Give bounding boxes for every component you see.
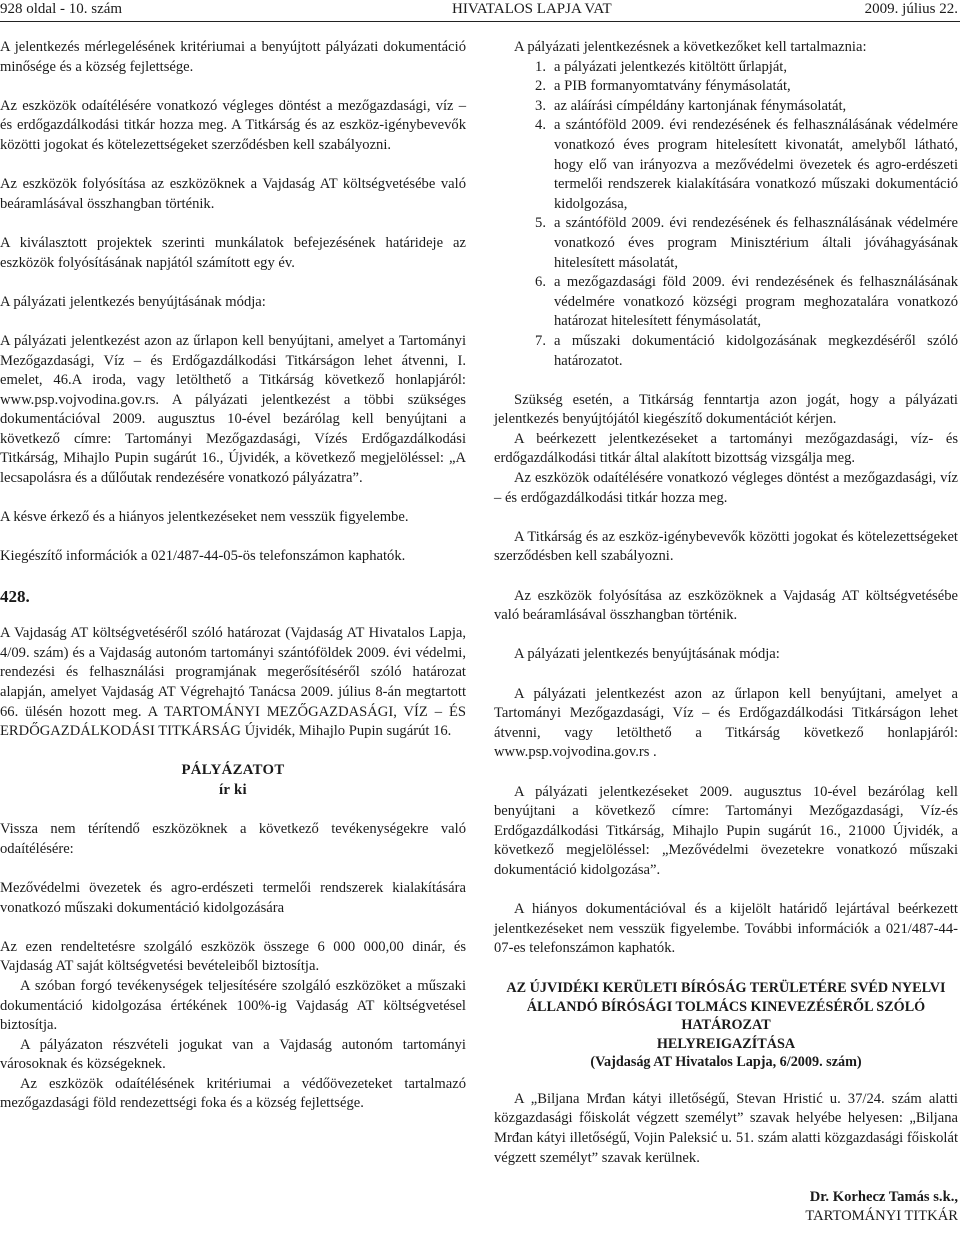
paragraph: A beérkezett jelentkezéseket a tartományi mezőgazdasági, víz- és erdőgazdálkodási titkár által alakított bizottság vizsgálja meg.: [494, 430, 958, 467]
paragraph: A hiányos dokumentációval és a kijelölt határidő lejártával beérkezett jelentkezéseket nem vesszük figyelembe. További információk a 021/487-44-07-es telefonszámon kaphatók.: [494, 901, 958, 957]
heading-line: (Vajdaság AT Hivatalos Lapja, 6/2009. szám): [590, 1054, 862, 1071]
paragraph: A késve érkező és a hiányos jelentkezéseket nem vesszük figyelembe.: [0, 509, 409, 526]
header-rule: [0, 21, 960, 22]
paragraph: Az eszközök odaítélésére vonatkozó végleges döntést a mezőgazdasági, víz – és erdőgazdálkodási titkár hozza meg. A Titkárság és az eszköz-igénybevevők közötti jogokat és kötelezettségeket szerződésben kell szabályozni.: [0, 97, 466, 153]
paragraph: A pályázati jelentkezést azon az űrlapon kell benyújtani, amelyet a Tartományi Mezőgazdasági, Víz – és Erdőgazdálkodási Titkárságon lehet átvenni, I. emelet, 46.A iroda, vagy letölthető a Titkárság következő honlapjáról: www.psp.vojvodina.gov.rs. A pályázati jelentkezést a többi szükséges dokumentációval 2009. augusztus 10-ével bezárólag kell benyújtani a következő címre: Tartományi Mezőgazdasági, Vízés Erdőgazdálkodási Titkárság, Mihajlo Pupin sugárút 16., Újvidék, a következő megjelöléssel: „A lecsapolásra és a dűlőutak rendezésére vonatkozó pályázatra”.: [0, 332, 466, 487]
paragraph: A „Biljana Mrđan kátyi illetőségű, Stevan Hristić u. 37/24. szám alatti közgazdasági főiskolát végzett személyt” szavak helyébe helyesen: „Biljana Mrđan kátyi illetőségű, Vojin Paleksić u. 51. szám alatti közgazdasági főiskolát végzett személyt” szavak kerülnek.: [494, 1090, 958, 1166]
paragraph: A szóban forgó tevékenységek teljesítésére szolgáló eszközöket a műszaki dokumentáció kidolgozása értékének 100%-ig Vajdaság AT költségvetésel biztosítja.: [0, 977, 466, 1034]
paragraph: A pályázati jelentkezést azon az űrlapon kell benyújtani, amelyet a Tartományi Mezőgazdasági, Víz – és Erdőgazdálkodási Titkárságon lehet átvenni, vagy letölthető a Titkárság következő honlapjáról: www.psp.vojvodina.gov.rs .: [494, 685, 958, 761]
page-number: 928 oldal - 10. szám: [0, 1, 123, 17]
left-column: [0, 38, 466, 1114]
list-item: 7. a műszaki dokumentáció kidolgozásának megkezdéséről szóló határozatot.: [535, 332, 958, 369]
paragraph: Mezővédelmi övezetek és agro-erdészeti termelői rendszerek kialakítására vonatkozó műszaki dokumentáció kidolgozására: [0, 879, 466, 916]
paragraph: Szükség esetén, a Titkárság fenntartja azon jogát, hogy a pályázati jelentkezés benyújtójától kiegészítő dokumentációt kérjen.: [494, 391, 958, 428]
journal-title: HIVATALOS LAPJA VAT: [452, 1, 612, 17]
list-item: 4. a szántóföld 2009. évi rendezésének és felhasználásának védelmére vonatkozó éves program hitelesített kivonatát, amelyből látható, hogy elő van irányozva a mezővédelmi övezetek és agro-erdészeti termelői rendszerek kialakítására vonatkozó műszaki dokumentáció kidolgozása,: [535, 117, 958, 212]
paragraph: A kiválasztott projektek szerinti munkálatok befejezésének határideje az eszközök folyósításának napjától számított egy év.: [0, 234, 466, 271]
paragraph: A pályázati jelentkezés benyújtásának módja:: [0, 293, 266, 310]
page-header: [0, 0, 960, 24]
paragraph: A pályázati jelentkezésnek a következőket kell tartalmaznia:: [514, 39, 867, 55]
paragraph: A pályázati jelentkezés benyújtásának módja:: [514, 646, 780, 663]
list-item: 2. a PIB formanyomtatvány fénymásolatát,: [535, 78, 791, 95]
signature-title: TARTOMÁNYI TITKÁR: [805, 1208, 958, 1225]
paragraph: A Titkárság és az eszköz-igénybevevők közötti jogokat és kötelezettségeket szerződésben kell szabályozni.: [494, 528, 958, 565]
signature-name: Dr. Korhecz Tamás s.k.,: [809, 1188, 958, 1205]
requirements-list: [494, 58, 958, 372]
section-heading: [494, 979, 958, 1072]
heading-line: AZ ÚJVIDÉKI KERÜLETI BÍRÓSÁG TERÜLETÉRE SVÉD NYELVI ÁLLANDÓ BÍRÓSÁGI TOLMÁCS KINEVEZÉSÉRŐL SZÓLÓ HATÁROZAT: [506, 979, 946, 1034]
document-subtitle: ír ki: [219, 781, 247, 798]
paragraph: A jelentkezés mérlegelésének kritériumai a benyújtott pályázati dokumentáció minősége és a község fejlettsége.: [0, 39, 466, 75]
paragraph: Kiegészítő információk a 021/487-44-05-ös telefonszámon kaphatók.: [0, 548, 406, 565]
list-item: 6. a mezőgazdasági föld 2009. évi rendezésének és felhasználásának védelmére vonatkozó községi program meghozatalára vonatkozó határozat hitelesített fénymásolatát,: [535, 274, 958, 330]
document-number: 428.: [0, 586, 30, 606]
paragraph: Vissza nem térítendő eszközöknek a következő tevékenységekre való odaítélésére:: [0, 821, 466, 857]
list-item: 3. az aláírási címpéldány kartonjának fénymásolatát,: [535, 97, 847, 114]
heading-line: HELYREIGAZÍTÁSA: [656, 1035, 796, 1052]
paragraph: Az eszközök odaítélésére vonatkozó végleges döntést a mezőgazdasági, víz – és erdőgazdálkodási titkár hozza meg.: [494, 470, 958, 506]
paragraph: A Vajdaság AT költségvetéséről szóló határozat (Vajdaság AT Hivatalos Lapja, 4/09. szám) és a Vajdaság autonóm tartományi szántóföldek 2009. évi védelmi, rendezési és felhasználási programjának megerősítéséről szóló határozat alapján, amelyet Vajdaság AT Végrehajtó Tanácsa 2009. július 8-án megtartott 66. ülésén hozott meg. A TARTOMÁNYI MEZŐGAZDASÁGI, VÍZ – ÉS ERDŐGAZDÁLKODÁSI TITKÁRSÁG Újvidék, Mihajlo Pupin sugárút 16.: [0, 625, 466, 740]
paragraph: Az ezen rendeltetésre szolgáló eszközök összege 6 000 000,00 dinár, és Vajdaság AT saját költségvetési bevételeiből biztosítja.: [0, 938, 466, 975]
paragraph: Az eszközök folyósítása az eszközöknek a Vajdaság AT költségvetésébe való beáramlásával összhangban történik.: [0, 176, 466, 212]
paragraph: Az eszközök odaítélésének kritériumai a védőövezeteket tartalmazó mezőgazdasági föld rendezettségi foka és a község fejlettsége.: [0, 1075, 466, 1112]
paragraph: A pályázaton részvételi jogukat van a Vajdaság autonóm tartományi városoknak és községeknek.: [0, 1036, 466, 1073]
issue-date: 2009. július 22.: [864, 1, 958, 17]
list-item: 5. a szántóföld 2009. évi rendezésének és felhasználásának védelmére vonatkozó éves program Minisztérium általi jóváhagyásának hitelesített másolatát,: [535, 215, 958, 271]
list-item: 1. a pályázati jelentkezés kitöltött űrlapját,: [535, 58, 788, 75]
right-column: [494, 38, 958, 1227]
paragraph: A pályázati jelentkezéseket 2009. augusztus 10-ével bezárólag kell benyújtani a következő címre: Tartományi Mezőgazdasági, Víz-és Erdőgazdálkodási Titkárság, Mihajlo Pupin sugárút 16., 21000 Újvidék, a következő megjelöléssel: „Mezővédelmi övezetekre vonatkozó műszaki dokumentáció kidolgozása”.: [494, 783, 958, 878]
document-title: PÁLYÁZATOT: [181, 762, 285, 779]
paragraph: Az eszközök folyósítása az eszközöknek a Vajdaság AT költségvetésébe való beáramlásával összhangban történik.: [494, 587, 958, 624]
